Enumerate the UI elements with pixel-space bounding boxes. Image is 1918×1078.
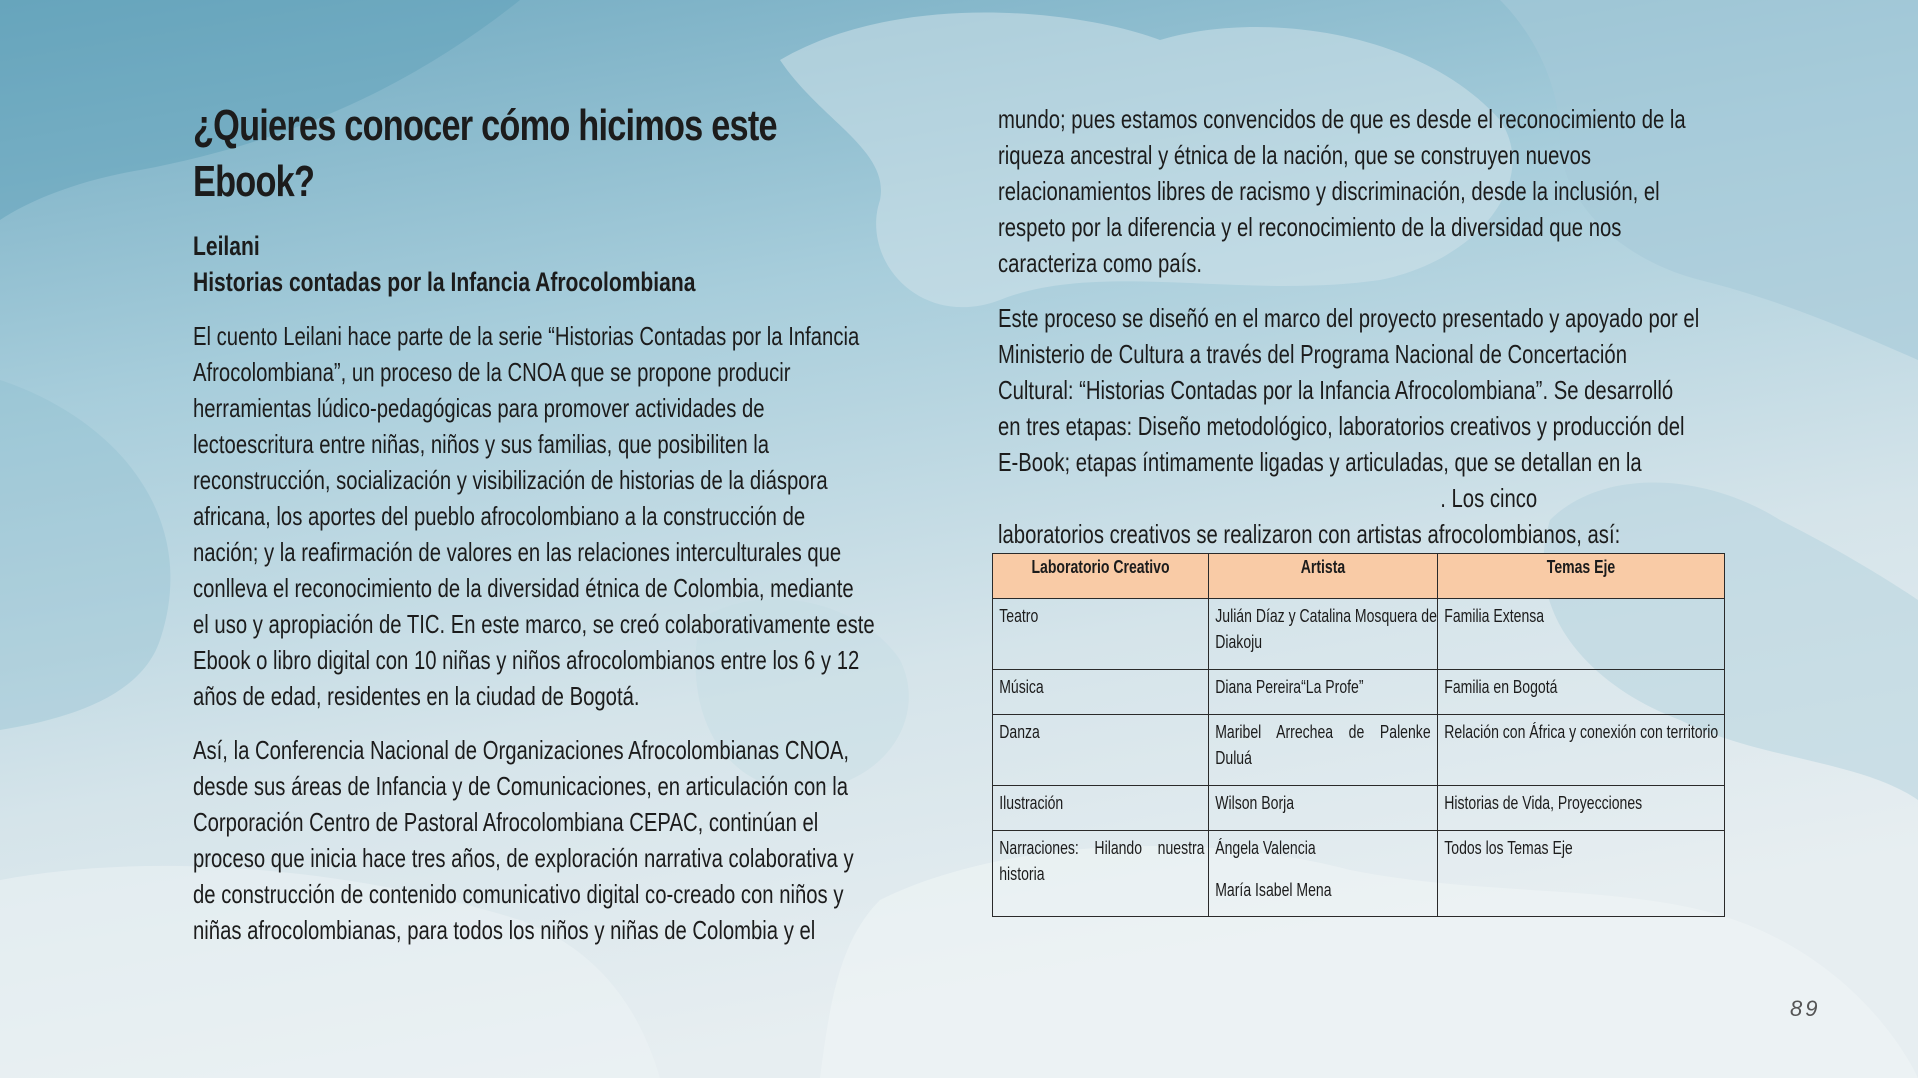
text-line: Cultural: “Historias Contadas por la Infancia Afrocolombiana”. Se desarrolló [998,375,1674,405]
subtitle-line: Historias contadas por la Infancia Afrocolombiana [193,267,696,297]
text-line: de construcción de contenido comunicativo digital co-creado con niños y [193,879,844,909]
intro-paragraph [193,318,875,714]
text-line: nación; y la reafirmación de valores en las relaciones interculturales que [193,537,842,567]
title-line: Ebook? [193,157,315,206]
cell-text: Maribel Arrechea de Palenke [1215,722,1431,742]
text-line: respeto por la diferencia y el reconocimiento de la diversidad que nos [998,212,1622,242]
cell-spacer [1209,861,1437,877]
column-header [1438,554,1725,599]
text-line: proceso que inicia hace tres años, de exploración narrativa colaborativa y [193,843,854,873]
cell-text: Narraciones: Hilando nuestra [999,838,1205,858]
table-cell [1209,715,1438,786]
cell-text: Ilustración [999,793,1064,813]
table-cell [993,715,1209,786]
cell-text: María Isabel Mena [1215,880,1332,900]
column-header-label: Laboratorio Creativo [1031,557,1170,577]
text-line: . Los cinco [1440,483,1538,513]
table-header-row [993,554,1725,599]
text-line: Ministerio de Cultura a través del Programa Nacional de Concertación [998,339,1627,369]
text-line: desde sus áreas de Infancia y de Comunicaciones, en articulación con la [193,771,848,801]
text-line: herramientas lúdico-pedagógicas para promover actividades de [193,393,765,423]
table-row [993,786,1725,831]
text-line: relacionamientos libres de racismo y discriminación, desde la inclusión, el [998,176,1660,206]
table-row [993,831,1725,917]
cell-text: Todos los Temas Eje [1444,838,1573,858]
text-line: E-Book; etapas íntimamente ligadas y articuladas, que se detallan en la [998,447,1642,477]
column-header [1209,554,1438,599]
text-line: Este proceso se diseñó en el marco del proyecto presentado y apoyado por el [998,303,1700,333]
table-cell [1438,831,1725,917]
table-cell [1438,715,1725,786]
subtitle-line: Leilani [193,231,260,261]
text-line: africana, los aportes del pueblo afrocolombiano a la construcción de [193,501,806,531]
cell-text: Diakoju [1215,632,1263,652]
text-line: Corporación Centro de Pastoral Afrocolombiana CEPAC, continúan el [193,807,819,837]
page-number: 89 [1790,996,1821,1021]
table-row [993,670,1725,715]
table-row [993,715,1725,786]
page-title [193,98,777,210]
cell-text: historia [999,864,1045,884]
text-line: laboratorios creativos se realizaron con artistas afrocolombianos, así: [998,519,1621,549]
text-line: niñas afrocolombianas, para todos los niños y niñas de Colombia y el [193,915,816,945]
text-line: El cuento Leilani hace parte de la serie “Historias Contadas por la Infancia [193,321,860,351]
column-header-label: Temas Eje [1546,557,1616,577]
text-line: riqueza ancestral y étnica de la nación, que se construyen nuevos [998,140,1591,170]
process-paragraph [998,300,1699,552]
table-cell [1438,599,1725,670]
text-line: el uso y apropiación de TIC. En este marco, se creó colaborativamente este [193,609,875,639]
column-header [993,554,1209,599]
text-line: reconstrucción, socialización y visibilización de historias de la diáspora [193,465,828,495]
table-cell [1209,670,1438,715]
cnoa-paragraph [193,732,854,948]
table-cell [1438,670,1725,715]
creative-labs-table [992,553,1725,917]
cell-text: Duluá [1215,748,1252,768]
cell-text: Julián Díaz y Catalina Mosquera de [1215,606,1437,626]
text-line: en tres etapas: Diseño metodológico, laboratorios creativos y producción del [998,411,1685,441]
cell-text: Ángela Valencia [1215,838,1316,858]
column-header-label: Artista [1300,557,1346,577]
text-line: conlleva el reconocimiento de la diversidad étnica de Colombia, mediante [193,573,854,603]
text-line: caracteriza como país. [998,248,1203,278]
table-cell [1209,786,1438,831]
text-line: años de edad, residentes en la ciudad de Bogotá. [193,681,640,711]
table-cell [993,831,1209,917]
text-line: Ebook o libro digital con 10 niñas y niños afrocolombianos entre los 6 y 12 [193,645,860,675]
table-cell [993,786,1209,831]
cell-text: Teatro [999,606,1039,626]
cell-text: Diana Pereira“La Profe” [1215,677,1364,697]
table-row [993,599,1725,670]
text-line: mundo; pues estamos convencidos de que es desde el reconocimiento de la [998,104,1686,134]
cell-text: Wilson Borja [1215,793,1295,813]
table-cell [1209,831,1438,917]
table-cell [993,670,1209,715]
title-line: ¿Quieres conocer cómo hicimos este [193,101,777,150]
table-cell [1438,786,1725,831]
continuation-paragraph [998,101,1686,281]
cell-text: Relación con África y conexión con territorio [1444,722,1719,742]
cell-text: Familia Extensa [1444,606,1545,626]
text-line: Así, la Conferencia Nacional de Organizaciones Afrocolombianas CNOA, [193,735,850,765]
table-cell [1209,599,1438,670]
text-line: Afrocolombiana”, un proceso de la CNOA que se propone producir [193,357,791,387]
table-cell [993,599,1209,670]
cell-text: Familia en Bogotá [1444,677,1558,697]
text-line: lectoescritura entre niñas, niños y sus familias, que posibiliten la [193,429,770,459]
cell-text: Danza [999,722,1040,742]
story-subtitle [193,228,695,300]
cell-text: Música [999,677,1044,697]
cell-text: Historias de Vida, Proyecciones [1444,793,1643,813]
